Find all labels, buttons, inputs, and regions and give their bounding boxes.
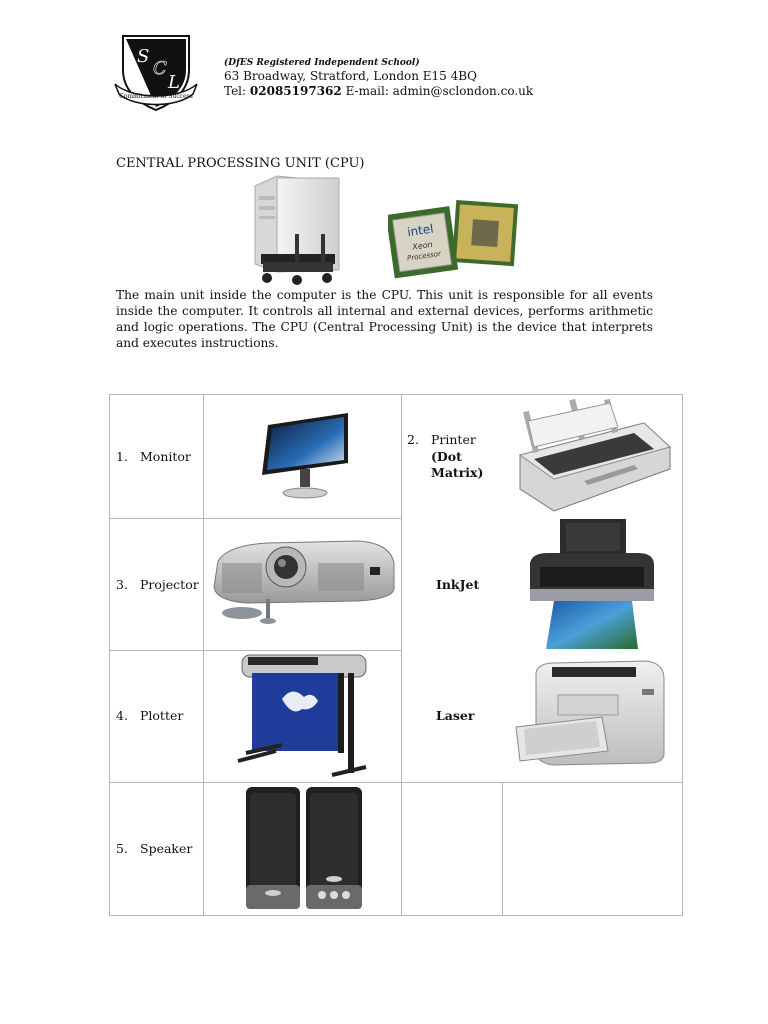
table-cell: [502, 782, 683, 916]
cpu-chip-icon: [388, 198, 520, 280]
projector-icon: [208, 537, 398, 629]
monitor-icon: [258, 413, 350, 501]
chip-type: Processor: [406, 249, 442, 263]
plotter-label: 4. Plotter: [116, 708, 184, 723]
inkjet-printer-icon: [528, 519, 656, 651]
laser-label: Laser: [436, 708, 475, 723]
tel-label: Tel:: [224, 84, 247, 98]
laser-printer-icon: [514, 659, 668, 767]
projector-label: 3. Projector: [116, 577, 199, 592]
chip-brand: intel: [406, 221, 435, 240]
school-address: 63 Broadway, Stratford, London E15 4BQ: [224, 69, 477, 83]
email-label: E-mail:: [345, 84, 389, 98]
email-link[interactable]: admin@sclondon.co.uk: [392, 84, 534, 98]
device-table: [109, 394, 683, 916]
printer-sublabel: (Dot Matrix): [431, 449, 484, 480]
svg-text:S: S: [137, 46, 150, 67]
svg-text:C: C: [153, 58, 167, 79]
logo-motto: Commitment to Success: [119, 93, 193, 100]
inkjet-label: InkJet: [436, 577, 480, 592]
dot-matrix-printer-icon: [514, 399, 674, 515]
plotter-icon: [234, 653, 370, 781]
cpu-description: The main unit inside the computer is the CPU. This unit is responsible for all events inside the computer. It controls all internal and external devices, performs arithmetic and logic operations. The CPU (Central Processing Unit) is the device that interprets and executes instructions.: [116, 288, 653, 350]
printer-label: 2. Printer: [407, 432, 476, 447]
school-header: [224, 58, 533, 99]
computer-tower-icon: [251, 174, 343, 286]
school-registration: (DfES Registered Independent School): [224, 58, 420, 68]
table-cell: [401, 782, 503, 916]
monitor-label: 1. Monitor: [116, 449, 191, 464]
chip-model: Xeon: [411, 239, 434, 252]
speaker-label: 5. Speaker: [116, 841, 193, 856]
speaker-icon: [242, 785, 366, 913]
svg-text:L: L: [168, 72, 180, 93]
tel-number: 02085197362: [249, 84, 342, 98]
section-title: CENTRAL PROCESSING UNIT (CPU): [116, 156, 365, 171]
school-logo: [113, 30, 199, 114]
